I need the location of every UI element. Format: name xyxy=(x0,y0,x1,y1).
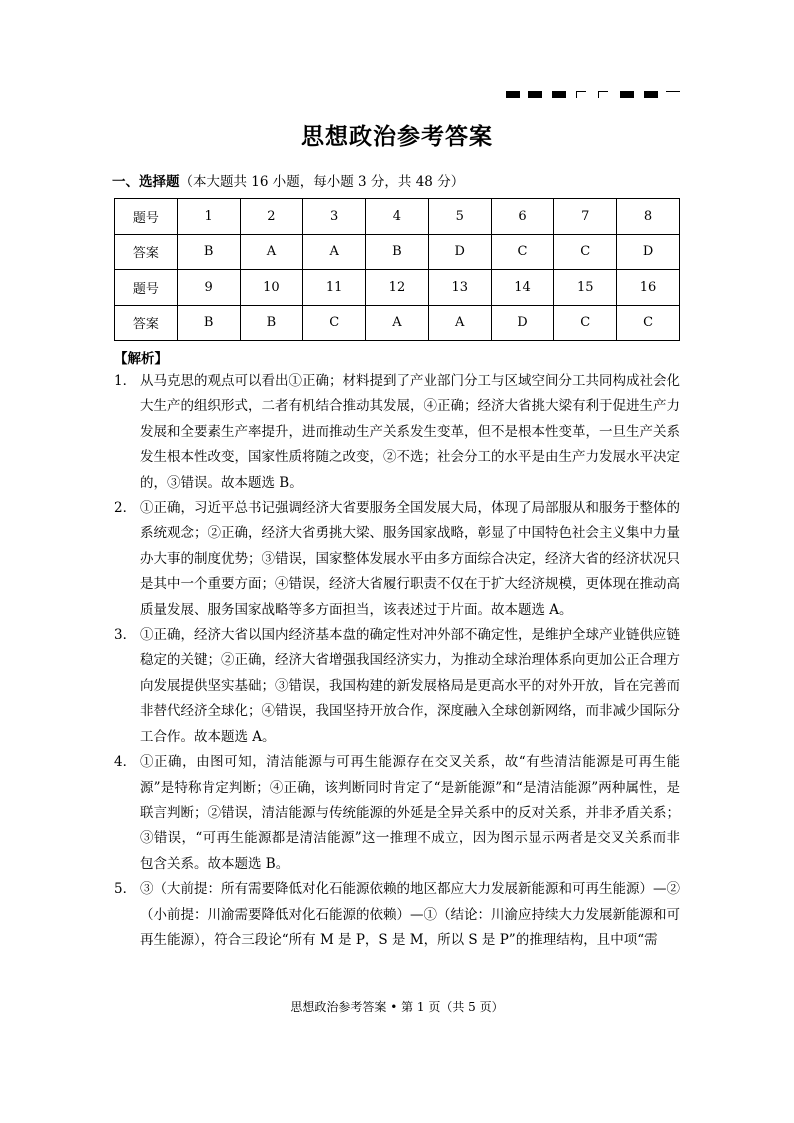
table-cell: 5 xyxy=(428,199,491,235)
item-text: ①正确，经济大省以国内经济基本盘的确定性对冲外部不确定性，是维护全球产业链供应链稳定的关键；②正确，经济大省增强我国经济实力，为推动全球治理体系向更加公正合理方向发展提供坚实基础；③错误，我国构建的新发展格局是更高水平的对外开放，旨在完善而非替代经济全球化；④错误，我国坚持开放合作，深度融入全球创新网络，而非减少国际分工合作。故本题选 A。 xyxy=(140,627,680,745)
item-number: 1． xyxy=(114,373,137,389)
table-cell: 15 xyxy=(554,270,617,306)
table-cell: 8 xyxy=(617,199,680,235)
table-cell: 2 xyxy=(240,199,303,235)
table-cell: D xyxy=(491,305,554,341)
table-cell: 12 xyxy=(366,270,429,306)
analysis-item xyxy=(114,750,680,877)
item-text: ①正确，由图可知，清洁能源与可再生能源存在交叉关系，故“有些清洁能源是可再生能源”是特称肯定判断；④正确，该判断同时肯定了“是新能源”和“是清洁能源”两种属性，是联言判断；②错误，清洁能源与传统能源的外延是全异关系中的反对关系，并非矛盾关系；③错误，“可再生能源都是清洁能源”这一推理不成立，因为图示显示两者是交叉关系而非包含关系。故本题选 B。 xyxy=(140,754,680,872)
item-text: ③（大前提：所有需要降低对化石能源依赖的地区都应大力发展新能源和可再生能源）—②（小前提：川渝需要降低对化石能源的依赖）—①（结论：川渝应持续大力发展新能源和可再生能源），符合三段论“所有 M 是 P，S 是 M，所以 S 是 P”的推理结构，且中项“需 xyxy=(140,881,680,948)
analysis-heading: 【解析】 xyxy=(114,351,168,367)
item-number: 3． xyxy=(114,627,137,644)
section-heading xyxy=(112,170,464,190)
table-cell: 9 xyxy=(177,270,240,306)
page-title: 思想政治参考答案 xyxy=(301,124,493,150)
table-cell: 16 xyxy=(617,270,680,306)
table-row-header: 答案 xyxy=(115,234,178,270)
header-mark xyxy=(506,91,520,98)
item-number: 2． xyxy=(114,500,137,517)
header-mark xyxy=(666,91,680,98)
table-cell: C xyxy=(491,234,554,270)
table-cell: 4 xyxy=(366,199,429,235)
header-marks xyxy=(506,91,682,99)
table-row xyxy=(115,234,680,270)
table-cell: B xyxy=(366,234,429,270)
analysis-item xyxy=(114,877,680,953)
analysis-list xyxy=(114,369,680,953)
header-mark xyxy=(598,91,608,98)
table-cell: C xyxy=(554,234,617,270)
item-text: ①正确，习近平总书记强调经济大省要服务全国发展大局，体现了局部服从和服务于整体的系统观念；②正确，经济大省勇挑大梁、服务国家战略，彰显了中国特色社会主义集中力量办大事的制度优势；③错误，国家整体发展水平由多方面综合决定，经济大省的经济状况只是其中一个重要方面；④错误，经济大省履行职责不仅在于扩大经济规模，更体现在推动高质量发展、服务国家战略等多方面担当，该表述过于片面。故本题选 A。 xyxy=(140,500,680,618)
analysis-item xyxy=(114,623,680,750)
table-cell: 13 xyxy=(428,270,491,306)
table-cell: 7 xyxy=(554,199,617,235)
table-cell: D xyxy=(617,234,680,270)
table-cell: B xyxy=(177,305,240,341)
table-row xyxy=(115,199,680,235)
table-row-header: 答案 xyxy=(115,305,178,341)
table-row-header: 题号 xyxy=(115,270,178,306)
page-footer: 思想政治参考答案 • 第 1 页（共 5 页） xyxy=(290,1000,504,1014)
table-cell: B xyxy=(240,305,303,341)
table-row xyxy=(115,270,680,306)
section-label: 一、选择题 xyxy=(112,174,180,190)
analysis-item xyxy=(114,369,680,496)
table-cell: 14 xyxy=(491,270,554,306)
table-cell: A xyxy=(240,234,303,270)
table-cell: 6 xyxy=(491,199,554,235)
header-mark xyxy=(620,91,634,98)
table-cell: D xyxy=(428,234,491,270)
header-mark xyxy=(528,91,542,98)
table-cell: C xyxy=(554,305,617,341)
table-cell: 3 xyxy=(303,199,366,235)
analysis-item xyxy=(114,496,680,623)
table-cell: 11 xyxy=(303,270,366,306)
table-cell: A xyxy=(366,305,429,341)
table-cell: B xyxy=(177,234,240,270)
table-cell: C xyxy=(303,305,366,341)
section-note: （本大题共 16 小题，每小题 3 分，共 48 分） xyxy=(179,174,465,190)
table-cell: 1 xyxy=(177,199,240,235)
table-row xyxy=(115,305,680,341)
answer-table xyxy=(114,198,680,341)
header-mark xyxy=(552,91,566,98)
table-cell: A xyxy=(303,234,366,270)
item-number: 4． xyxy=(114,754,137,771)
item-number: 5． xyxy=(114,881,137,898)
table-cell: 10 xyxy=(240,270,303,306)
table-row-header: 题号 xyxy=(115,199,178,235)
header-mark xyxy=(576,91,586,98)
item-text: 从马克思的观点可以看出①正确；材料提到了产业部门分工与区域空间分工共同构成社会化大生产的组织形式，二者有机结合推动其发展，④正确；经济大省挑大梁有利于促进生产力发展和全要素生产率提升，进而推动生产关系发生变革，但不是根本性变革，一旦生产关系发生根本性改变，国家性质将随之改变，②不选；社会分工的水平是由生产力发展水平决定的，③错误。故本题选 B。 xyxy=(140,373,680,491)
table-cell: A xyxy=(428,305,491,341)
header-mark xyxy=(644,91,658,98)
table-cell: C xyxy=(617,305,680,341)
